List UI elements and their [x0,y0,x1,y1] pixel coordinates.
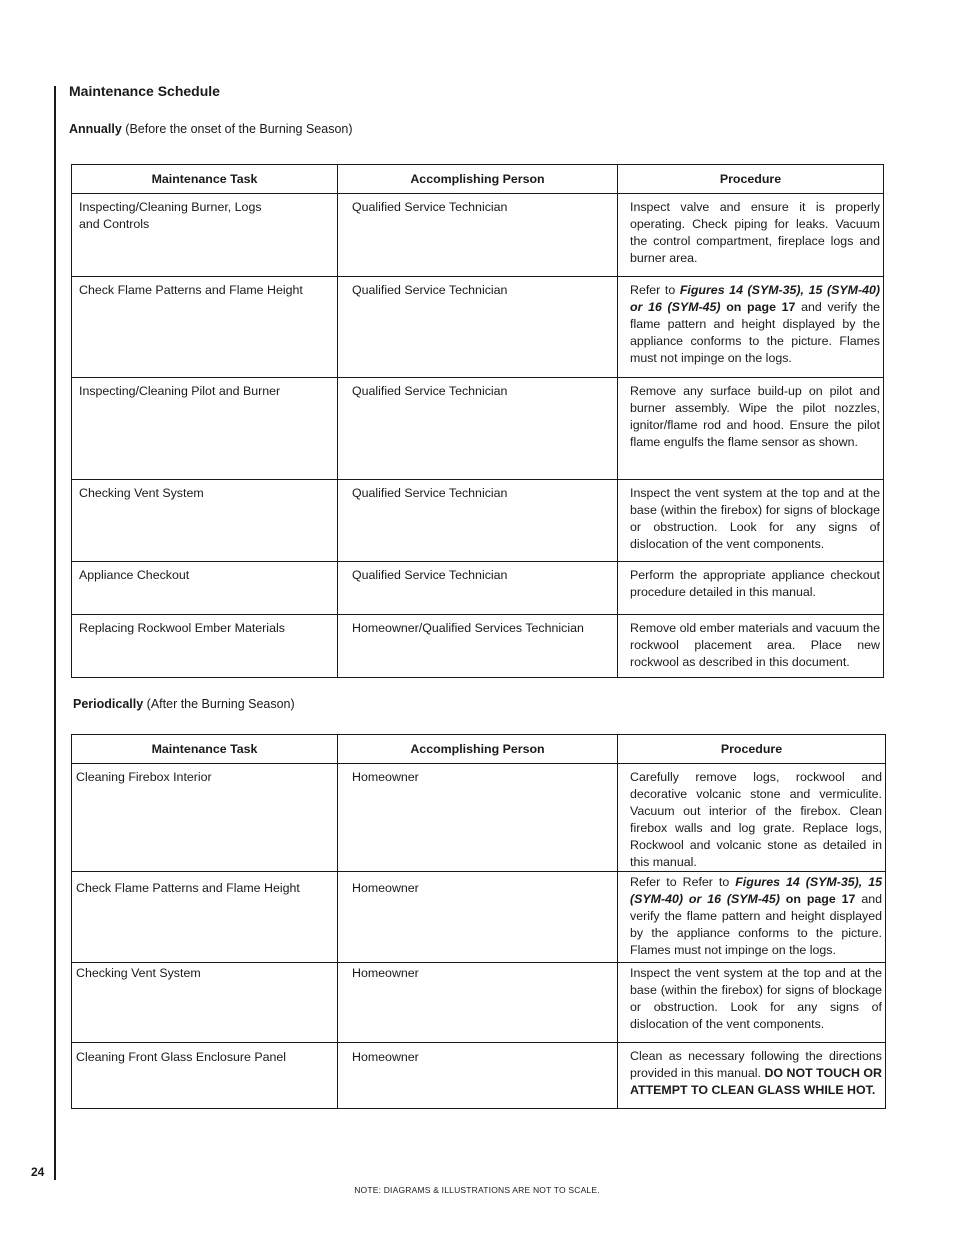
table-row [72,378,884,480]
column-header-person: Accomplishing Person [338,735,618,764]
figure-reference: Figures 14 (SYM-35), 15 (SYM-40) or 16 (SYM-45) [630,283,880,314]
procedure-cell: Remove old ember materials and vacuum the rockwool placement area. Place new rockwool as described in this document. [618,615,884,678]
procedure-cell [618,277,884,378]
person-cell: Homeowner [338,1043,618,1109]
table-header-row [72,165,884,194]
table-row [72,764,886,872]
task-cell: Cleaning Front Glass Enclosure Panel [72,1043,338,1109]
task-cell: Appliance Checkout [72,562,338,615]
procedure-cell: Carefully remove logs, rockwool and decorative volcanic stone and vermiculite. Vacuum out interior of the firebox. Clean firebox walls and log grate. Replace logs, Rockwool and volcanic stone as detailed in this manual. [618,764,886,872]
procedure-cell [618,1043,886,1109]
column-header-procedure: Procedure [618,735,886,764]
task-cell: Inspecting/Cleaning Pilot and Burner [72,378,338,480]
table-row [72,1043,886,1109]
person-cell: Homeowner/Qualified Services Technician [338,615,618,678]
person-cell: Qualified Service Technician [338,480,618,562]
page-reference: on page 17 [720,300,796,314]
table-row [72,194,884,277]
periodic-maintenance-table [71,734,886,1109]
procedure-cell: Remove any surface build-up on pilot and burner assembly. Wipe the pilot nozzles, ignitor/flame rod and hood. Ensure the pilot flame engulfs the flame sensor as shown. [618,378,884,480]
procedure-cell: Inspect valve and ensure it is properly operating. Check piping for leaks. Vacuum the control compartment, fireplace logs and burner area. [618,194,884,277]
procedure-cell [618,872,886,963]
table-row [72,277,884,378]
footer-note: NOTE: DIAGRAMS & ILLUSTRATIONS ARE NOT TO SCALE. [354,1185,600,1195]
person-cell: Qualified Service Technician [338,194,618,277]
table-row [72,872,886,963]
table-row [72,963,886,1043]
procedure-cell: Inspect the vent system at the top and at the base (within the firebox) for signs of blockage or obstruction. Look for any signs of dislocation of the vent components. [618,480,884,562]
procedure-text: Refer to Refer to [630,875,736,889]
person-cell: Homeowner [338,963,618,1043]
procedure-text: Refer to [630,283,680,297]
annual-label: Annually [69,122,122,136]
table-row [72,615,884,678]
periodic-note: (After the Burning Season) [146,697,295,711]
task-cell: Check Flame Patterns and Flame Height [72,277,338,378]
page-number: 24 [31,1165,45,1179]
task-cell: Checking Vent System [72,963,338,1043]
task-text-line1: Inspecting/Cleaning Burner, Logs [79,200,262,214]
column-header-task: Maintenance Task [72,735,338,764]
procedure-text: Clean as necessary following the directions provided in this manual. [630,1049,882,1080]
table-row [72,480,884,562]
figure-reference: Figures 14 (SYM-35), 15 (SYM-40) or 16 (SYM-45) [630,875,882,906]
annual-note: (Before the onset of the Burning Season) [125,122,353,136]
table-row [72,562,884,615]
table-header-row [72,735,886,764]
procedure-text: and verify the flame pattern and height displayed by the appliance conforms to the picture. Flames must not impinge on the logs. [630,300,880,365]
procedure-cell: Perform the appropriate appliance checkout procedure detailed in this manual. [618,562,884,615]
procedure-cell: Inspect the vent system at the top and at the base (within the firebox) for signs of blockage or obstruction. Look for any signs of dislocation of the vent components. [618,963,886,1043]
task-cell: Check Flame Patterns and Flame Height [72,872,338,963]
person-cell: Homeowner [338,872,618,963]
task-cell: Cleaning Firebox Interior [72,764,338,872]
annual-subheading [69,122,353,136]
procedure-text: and verify the flame pattern and height displayed by the appliance conforms to the picture. Flames must not impinge on the logs. [630,892,882,957]
page-reference: on page 17 [779,892,856,906]
periodic-subheading [73,697,295,711]
margin-rule [54,86,56,1180]
task-cell [72,194,338,277]
column-header-task: Maintenance Task [72,165,338,194]
section-title: Maintenance Schedule [69,83,220,99]
person-cell: Qualified Service Technician [338,378,618,480]
person-cell: Qualified Service Technician [338,562,618,615]
column-header-procedure: Procedure [618,165,884,194]
periodic-label: Periodically [73,697,144,711]
task-cell: Replacing Rockwool Ember Materials [72,615,338,678]
task-cell: Checking Vent System [72,480,338,562]
warning-text: DO NOT TOUCH OR ATTEMPT TO CLEAN GLASS WHILE HOT. [630,1066,883,1097]
task-text-line2: and Controls [79,217,150,231]
person-cell: Homeowner [338,764,618,872]
column-header-person: Accomplishing Person [338,165,618,194]
annual-maintenance-table [71,164,884,678]
person-cell: Qualified Service Technician [338,277,618,378]
